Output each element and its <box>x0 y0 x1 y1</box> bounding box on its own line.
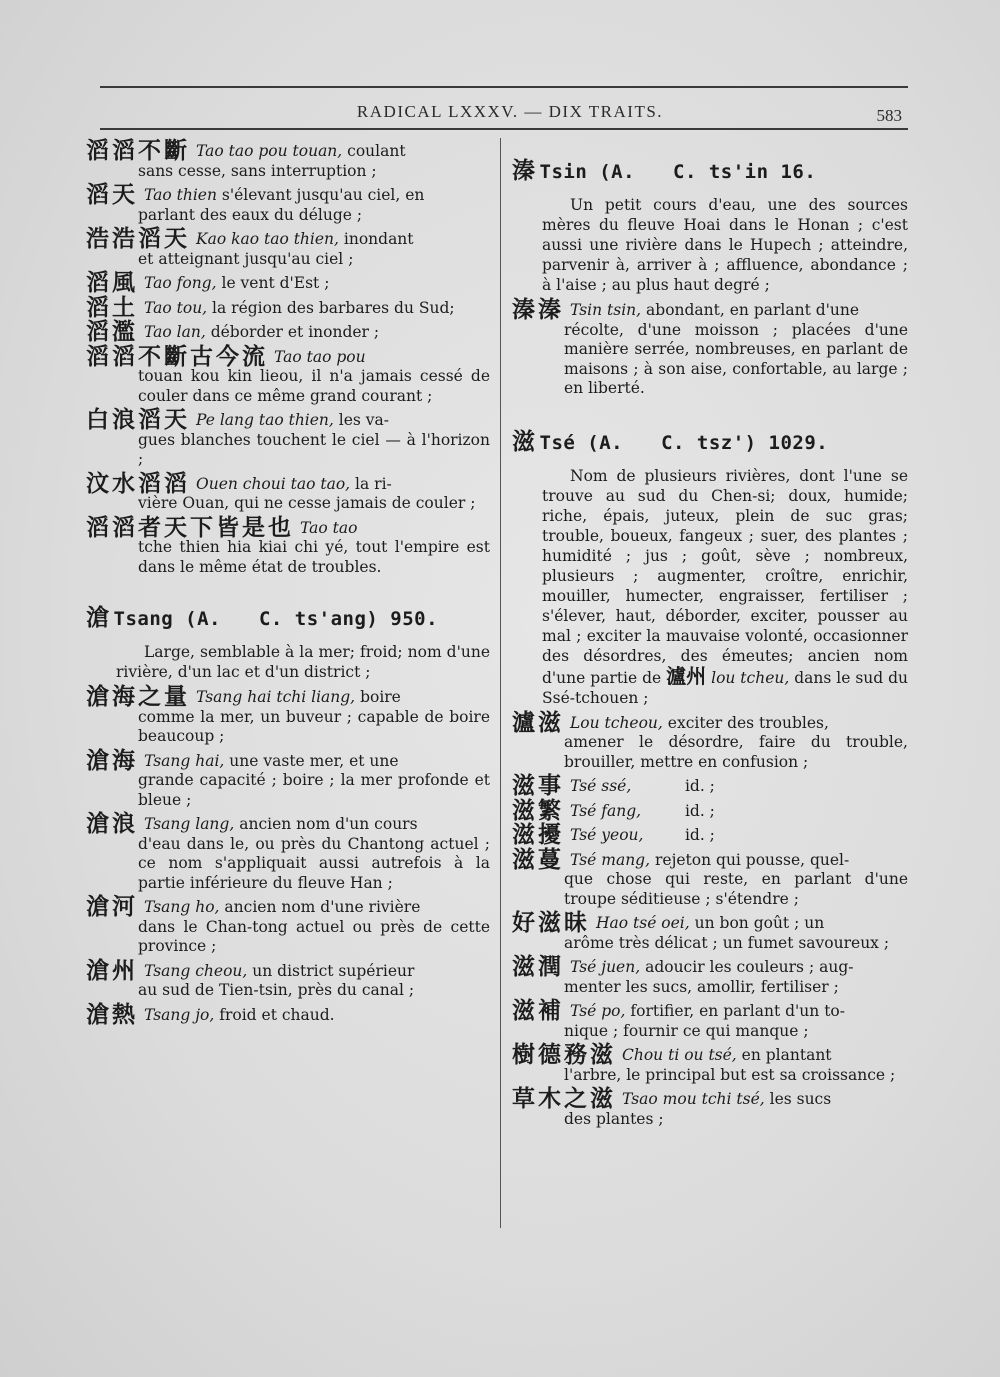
entry-romanization: Tsang jo, <box>144 1005 215 1024</box>
top-rule <box>100 86 908 88</box>
tsin-character: 溱 <box>512 158 536 184</box>
entry-head <box>86 894 490 920</box>
entry-characters: 滔土 <box>86 294 138 321</box>
entry-definition: id. ; <box>684 801 715 820</box>
entry-head <box>86 319 490 345</box>
entry-characters: 滄州 <box>86 957 138 984</box>
tse-ref: C. tsz') 1029. <box>661 431 829 454</box>
entry-romanization: Kao kao tao thien, <box>196 230 339 248</box>
entry <box>86 894 490 957</box>
entry-head <box>86 514 490 541</box>
running-head: RADICAL LXXXV. — DIX TRAITS. <box>356 102 664 121</box>
entry <box>86 294 490 321</box>
entry-characters: 滄海 <box>86 747 138 774</box>
entry-romanization: Tsé mang, <box>570 850 651 869</box>
entry-characters: 滋擾 <box>512 822 564 848</box>
entry-continuation: sans cesse, sans interruption ; <box>138 161 377 180</box>
tsang-definition: Large, semblable à la mer; froid; nom d'une rivière, d'un lac et d'un district ; <box>116 643 490 681</box>
entry-romanization: Tsé fang, <box>570 801 642 820</box>
entry <box>512 297 908 399</box>
entry-romanization: Pe lang tao thien, <box>196 411 334 429</box>
entry-head <box>86 957 490 984</box>
tse-head: Tsé (A. <box>539 431 624 454</box>
entry-romanization: Tao tou, <box>144 298 208 317</box>
tsin-definition: Un petit cours d'eau, une des sources mères du fleuve Hoai dans le Honan ; c'est aussi une rivière dans le Hupech ; atteindre, parvenir à, arriver à ; affluence, abondance ; à l'aise ; au plus haut degré ; <box>542 196 908 294</box>
entry-definition: la région des barbares du Sud; <box>212 298 455 317</box>
entry-continuation: amener le désordre, faire du trouble, brouiller, mettre en confusion ; <box>564 733 908 771</box>
entry-romanization: Tsang ho, <box>144 898 220 916</box>
header-rule <box>100 128 908 130</box>
entry-definition: id. ; <box>684 777 715 795</box>
entry-characters: 汶水滔滔 <box>86 470 190 497</box>
entry-characters: 溱溱 <box>512 297 564 323</box>
entry-continuation: arôme très délicat ; un fumet savoureux ; <box>564 933 890 952</box>
tsang-head: Tsang (A. <box>113 608 221 630</box>
entry-romanization: Tsé ssé, <box>570 777 632 795</box>
entry-continuation: dans le Chan-tong actuel ou près de cette province ; <box>138 917 490 955</box>
entry-head <box>512 709 908 736</box>
entry-romanization: Tsin tsin, <box>570 301 642 319</box>
entry-characters: 滄海之量 <box>86 684 190 710</box>
entry <box>86 138 490 181</box>
entry-continuation: grande capacité ; boire ; la mer profonde et bleue ; <box>138 771 490 809</box>
column-divider <box>500 138 501 1228</box>
entry-continuation: des plantes ; <box>564 1109 664 1128</box>
entry <box>86 319 490 345</box>
entry <box>512 998 908 1041</box>
entry-definition: un bon goût ; un <box>694 914 825 932</box>
entry-characters: 滔風 <box>86 270 138 296</box>
entry <box>86 1001 490 1028</box>
entry-characters: 滋事 <box>512 773 564 799</box>
entry-head <box>512 998 908 1024</box>
entry-romanization: Tsang hai, <box>144 751 225 770</box>
entry-continuation: gues blanches touchent le ciel — à l'horizon ; <box>138 430 490 468</box>
entry-definition: ancien nom d'une rivière <box>224 898 421 916</box>
entry <box>86 226 490 269</box>
entry-romanization: Tao lan, <box>144 323 206 341</box>
entry-head <box>86 343 490 370</box>
entry-characters: 滋補 <box>512 998 564 1024</box>
entry-continuation: nique ; fournir ce qui manque ; <box>564 1021 809 1040</box>
entry <box>512 773 908 799</box>
entry-definition: le vent d'Est ; <box>221 274 330 292</box>
entry-definition: id. ; <box>684 826 715 844</box>
entry-romanization: Tsé juen, <box>570 958 641 976</box>
entry-definition: ancien nom d'un cours <box>239 815 418 833</box>
entry <box>86 747 490 811</box>
entry <box>86 957 490 1001</box>
entry-characters: 樹德務滋 <box>512 1042 616 1068</box>
entry-characters: 滔濫 <box>86 319 138 345</box>
entry-head <box>86 470 490 497</box>
entry-head <box>512 797 908 824</box>
entry-continuation: et atteignant jusqu'au ciel ; <box>138 249 354 268</box>
entry-definition: rejeton qui pousse, quel- <box>654 850 850 869</box>
entry-head <box>86 270 490 296</box>
entry-head <box>86 684 490 710</box>
entry-definition: adoucir les couleurs ; aug- <box>645 958 854 976</box>
entry-head <box>512 773 908 799</box>
entry-definition: la ri- <box>355 474 392 493</box>
entry-definition: exciter des troubles, <box>667 713 829 732</box>
entry <box>512 709 908 773</box>
entry-head <box>512 822 908 848</box>
entry-characters: 滋潤 <box>512 954 564 980</box>
entry-characters: 滔滔者天下皆是也 <box>86 514 294 541</box>
entry-head <box>512 297 908 323</box>
entry-characters: 滋蔓 <box>512 846 564 873</box>
entry <box>512 797 908 824</box>
entry <box>86 182 490 225</box>
entry-continuation: que chose qui reste, en parlant d'une troupe séditieuse ; s'étendre ; <box>564 870 908 908</box>
entry-head <box>512 846 908 873</box>
tsin-entries <box>512 297 908 399</box>
tse-desc-text: Nom de plusieurs rivières, dont l'une se trouve au sud du Chen-si; doux, humide; riche, épais, juteux, plein de suc gras; trouble, boueux, fangeux ; suer, des plantes ; humidité ; jus ; goût, sève ; nombreux, plusieurs ; augmenter, croître, enrichir, mouiller, humecter, engraisser, fertiliser ; s'élever, haut, déborder, exciter, pousser au mal ; exciter la mauvaise volonté, occasionner des désordres, des émeutes; ancien nom d'une partie de <box>542 466 908 687</box>
entry-head <box>86 1001 490 1028</box>
tse-desc-tail: dans le sud du Ssé-tchouen ; <box>542 668 909 707</box>
entry <box>512 954 908 997</box>
entry <box>512 910 908 953</box>
entry-continuation: touan kou kin lieou, il n'a jamais cessé de couler dans ce même grand courant ; <box>138 367 490 405</box>
entry-definition: s'élevant jusqu'au ciel, en <box>221 186 425 204</box>
entry-definition: coulant <box>347 142 406 160</box>
entry-characters: 滄河 <box>86 894 138 920</box>
entry-romanization: Chou ti ou tsé, <box>622 1046 737 1064</box>
entry <box>512 822 908 848</box>
entry-head <box>86 747 490 774</box>
entry-romanization: Tao thien <box>144 186 217 204</box>
entry-head <box>512 1042 908 1068</box>
entry <box>86 407 490 470</box>
entry-head <box>86 138 490 164</box>
tsin-headword <box>512 152 908 185</box>
entry-continuation: menter les sucs, amollir, fertiliser ; <box>564 977 839 996</box>
entry-romanization: Ouen choui tao tao, <box>196 474 351 493</box>
entry-definition: inondant <box>343 230 414 248</box>
entry-romanization: Tsé yeou, <box>570 826 644 844</box>
entry-romanization: Tsao mou tchi tsé, <box>622 1090 765 1108</box>
entry-characters: 滄浪 <box>86 811 138 837</box>
entry <box>86 684 490 747</box>
entry <box>512 1086 908 1129</box>
page-number: 583 <box>876 106 902 125</box>
entry-romanization: Tao tao pou touan, <box>196 142 343 160</box>
entry-continuation: récolte, d'une moisson ; placées d'une manière serrée, nombreuses, en parlant de maisons ; à son aise, confortable, au large ; en liberté. <box>564 320 908 397</box>
entry-characters: 滄熱 <box>86 1001 138 1028</box>
entry-characters: 滔天 <box>86 182 138 208</box>
entry <box>86 514 490 578</box>
entry-continuation: d'eau dans le, ou près du Chantong actuel ; ce nom s'appliquait aussi autrefois à la partie inférieure du fleuve Han ; <box>138 834 490 892</box>
entry-characters: 好滋昧 <box>512 910 590 936</box>
entry-continuation: au sud de Tien-tsin, près du canal ; <box>138 981 415 999</box>
entry-definition: boire <box>360 688 401 706</box>
entry-continuation: vière Ouan, qui ne cesse jamais de couler ; <box>138 494 476 512</box>
entry-characters: 滔滔不斷古今流 <box>86 343 268 370</box>
entry-definition: les sucs <box>769 1090 832 1108</box>
right-column <box>512 150 908 1134</box>
entry-head <box>512 910 908 936</box>
entry-characters: 滋繁 <box>512 797 564 824</box>
entry-romanization: Tao tao pou <box>274 347 366 366</box>
entry-characters: 草木之滋 <box>512 1086 616 1112</box>
tse-entries <box>512 709 908 1130</box>
tse-character: 滋 <box>512 428 536 455</box>
tsin-ref: C. ts'in 16. <box>673 161 817 183</box>
entry-definition: en plantant <box>741 1046 832 1064</box>
entry-romanization: Tsang cheou, <box>144 961 248 980</box>
entry-head <box>86 407 490 433</box>
tao-entries <box>86 138 490 577</box>
entry <box>86 343 490 407</box>
entry <box>86 470 490 514</box>
tsang-entries <box>86 684 490 1028</box>
entry-head <box>512 1086 908 1112</box>
tse-desc-characters: 瀘州 <box>666 663 707 688</box>
tsang-character: 滄 <box>86 605 110 631</box>
entry <box>86 270 490 296</box>
tse-definition <box>512 466 908 708</box>
entry-definition: fortifier, en parlant d'un to- <box>630 1002 845 1020</box>
tse-desc-romanization: lou tcheu, <box>711 668 790 687</box>
entry-head <box>86 811 490 837</box>
entry-romanization: Tsang lang, <box>144 815 235 833</box>
tsang-headword <box>86 599 490 632</box>
entry-characters: 白浪滔天 <box>86 407 190 433</box>
entry-characters: 浩浩滔天 <box>86 226 190 252</box>
entry-head <box>86 182 490 208</box>
entry-characters: 滔滔不斷 <box>86 138 190 164</box>
entry <box>512 1042 908 1085</box>
entry-head <box>86 226 490 252</box>
entry-romanization: Lou tcheou, <box>570 713 663 732</box>
entry-romanization: Tao tao <box>300 518 358 537</box>
entry-continuation: tche thien hia kiai chi yé, tout l'empire est dans le même état de troubles. <box>138 538 490 576</box>
entry-definition: une vaste mer, et une <box>229 751 399 770</box>
entry-romanization: Tao fong, <box>144 274 217 292</box>
left-column <box>86 138 490 1030</box>
entry <box>86 811 490 893</box>
entry-continuation: comme la mer, un buveur ; capable de boire beaucoup ; <box>138 707 490 745</box>
entry-definition: froid et chaud. <box>219 1005 335 1024</box>
entry-continuation: parlant des eaux du déluge ; <box>138 205 363 224</box>
entry-romanization: Tsang hai tchi liang, <box>196 688 356 706</box>
entry-definition: les va- <box>338 411 390 429</box>
entry-characters: 瀘滋 <box>512 709 564 736</box>
tsang-ref: C. ts'ang) 950. <box>258 608 439 630</box>
entry-head <box>512 954 908 980</box>
entry-head <box>86 294 490 321</box>
tse-headword <box>512 423 908 456</box>
entry-definition: déborder et inonder ; <box>210 323 380 341</box>
tsin-head: Tsin (A. <box>539 161 636 183</box>
entry-romanization: Hao tsé oei, <box>596 914 690 932</box>
entry <box>512 846 908 910</box>
entry-definition: un district supérieur <box>252 961 415 980</box>
entry-definition: abondant, en parlant d'une <box>646 301 860 319</box>
entry-romanization: Tsé po, <box>570 1002 626 1020</box>
entry-continuation: l'arbre, le principal but est sa croissance ; <box>564 1065 896 1084</box>
